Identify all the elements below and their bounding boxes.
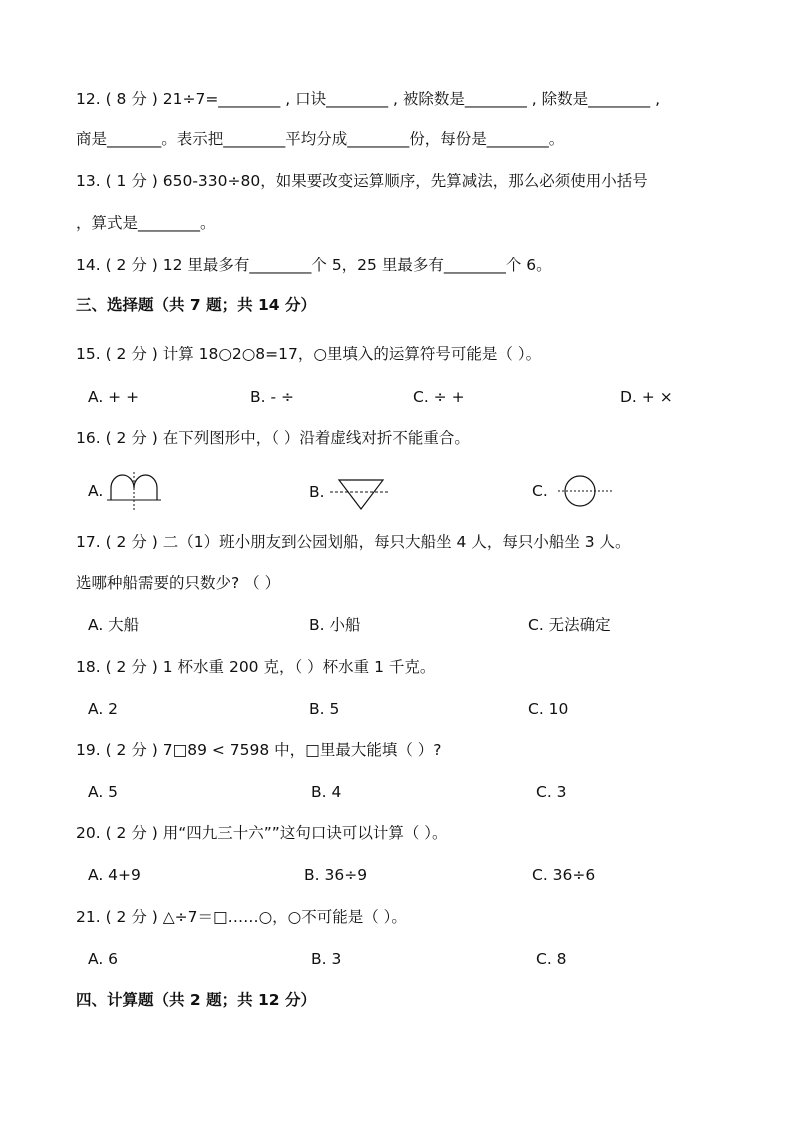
q20-option-a[interactable]: A. 4+9 xyxy=(88,866,141,884)
q19-option-a[interactable]: A. 5 xyxy=(88,783,119,801)
q17-option-b[interactable]: B. 小船 xyxy=(309,616,361,634)
q15-option-a[interactable]: A. + + xyxy=(88,388,140,406)
q17-line2: 选哪种船需要的只数少? （ ） xyxy=(76,574,281,592)
q16-option-a-label: A. xyxy=(88,482,104,500)
section3-title: 三、选择题（共 7 题；共 14 分） xyxy=(76,296,316,314)
q15-question: 15. ( 2 分 ) 计算 18○2○8=17，○里填入的运算符号可能是（ ）。 xyxy=(76,345,542,363)
q15-option-b[interactable]: B. - ÷ xyxy=(250,388,294,406)
q16-option-c-label: C. xyxy=(532,482,548,500)
q21-option-c[interactable]: C. 8 xyxy=(536,950,567,968)
q19-option-b[interactable]: B. 4 xyxy=(311,783,342,801)
q13-line2: ，算式是________。 xyxy=(76,214,216,232)
q17-line1: 17. ( 2 分 ) 二（1）班小朋友到公园划船，每只大船坐 4 人，每只小船坐 3 人。 xyxy=(76,533,631,551)
q14-line1: 14. ( 2 分 ) 12 里最多有________个 5，25 里最多有________个 6。 xyxy=(76,256,552,274)
q15-option-c[interactable]: C. ÷ + xyxy=(413,388,465,406)
q20-option-c[interactable]: C. 36÷6 xyxy=(532,866,596,884)
q18-option-c[interactable]: C. 10 xyxy=(528,700,569,718)
q16-question: 16. ( 2 分 ) 在下列图形中，（ ）沿着虚线对折不能重合。 xyxy=(76,429,470,447)
q16-option-a[interactable] xyxy=(88,470,161,512)
q18-option-a[interactable]: A. 2 xyxy=(88,700,119,718)
q12-line2: 商是_______。表示把________平均分成________份，每份是________。 xyxy=(76,130,565,148)
circle-figure-icon xyxy=(552,474,614,508)
q21-option-a[interactable]: A. 6 xyxy=(88,950,119,968)
q19-option-c[interactable]: C. 3 xyxy=(536,783,567,801)
q20-question: 20. ( 2 分 ) 用“四九三十六””这句口诀可以计算（ ）。 xyxy=(76,824,448,842)
q17-option-a[interactable]: A. 大船 xyxy=(88,616,140,634)
double-arch-figure-icon xyxy=(107,470,161,512)
q20-option-b[interactable]: B. 36÷9 xyxy=(304,866,368,884)
q17-option-c[interactable]: C. 无法确定 xyxy=(528,616,611,634)
q16-option-b-label: B. xyxy=(309,483,325,501)
q21-option-b[interactable]: B. 3 xyxy=(311,950,342,968)
q12-line1: 12. ( 8 分 ) 21÷7=________ , 口诀________ , 被除数是________ , 除数是________ , xyxy=(76,90,660,108)
q18-question: 18. ( 2 分 ) 1 杯水重 200 克，（ ）杯水重 1 千克。 xyxy=(76,658,436,676)
q19-question: 19. ( 2 分 ) 7□89 < 7598 中，□里最大能填（ ）? xyxy=(76,741,442,759)
section4-title: 四、计算题（共 2 题；共 12 分） xyxy=(76,991,316,1009)
q18-option-b[interactable]: B. 5 xyxy=(309,700,340,718)
q16-option-b[interactable] xyxy=(309,472,391,512)
q13-line1: 13. ( 1 分 ) 650-330÷80，如果要改变运算顺序，先算减法，那么必须使用小括号 xyxy=(76,172,648,190)
q16-option-c[interactable] xyxy=(532,474,614,508)
inverted-triangle-figure-icon xyxy=(329,472,391,512)
q15-option-d[interactable]: D. + × xyxy=(620,388,673,406)
q21-question: 21. ( 2 分 ) △÷7＝□……○，○不可能是（ ）。 xyxy=(76,908,407,926)
